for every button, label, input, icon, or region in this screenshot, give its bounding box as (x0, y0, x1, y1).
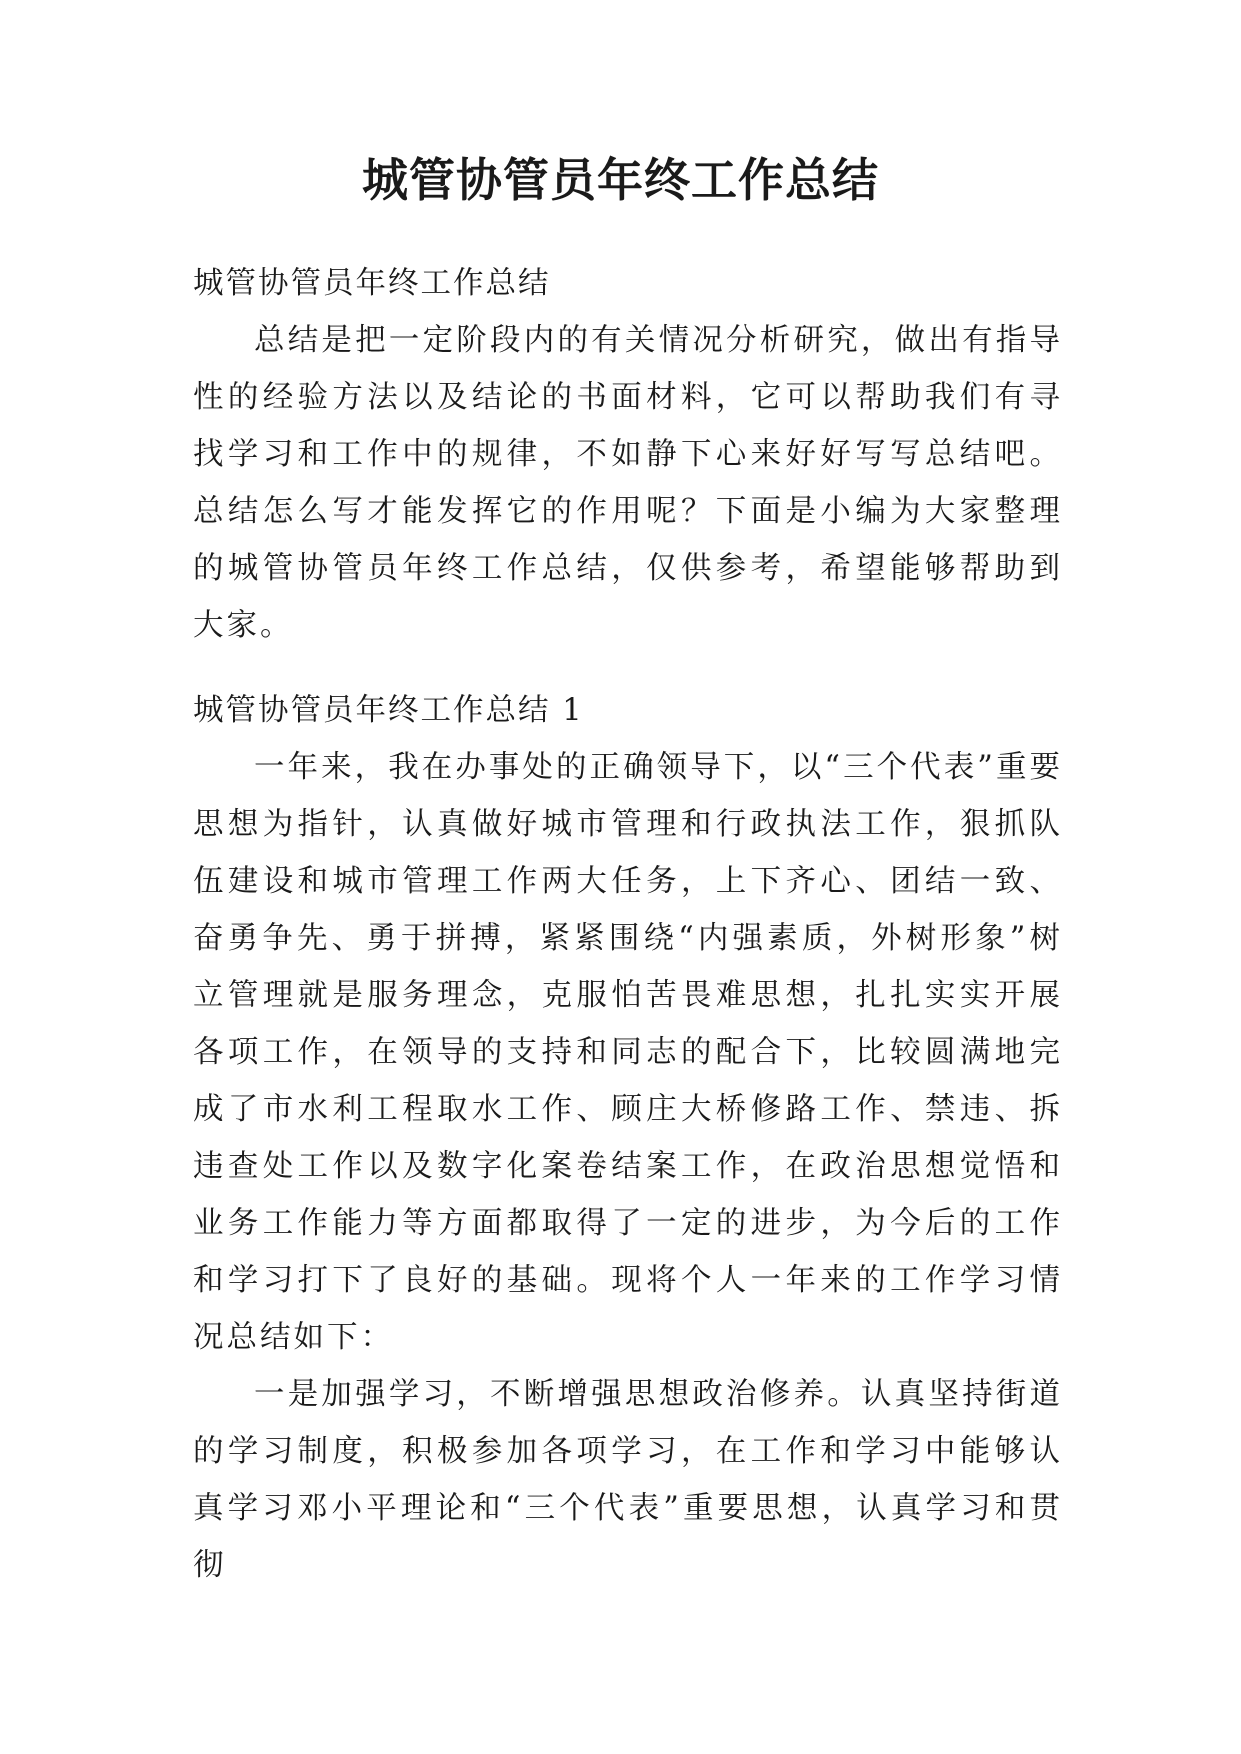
section-1-paragraph-2: 一是加强学习，不断增强思想政治修养。认真坚持街道的学习制度，积极参加各项学习，在工作和学习中能够认真学习邓小平理论和“三个代表”重要思想，认真学习和贯彻 (193, 1377, 1063, 1583)
intro-heading: 城管协管员年终工作总结 (193, 266, 551, 301)
section-1-paragraph-1: 一年来，我在办事处的正确领导下，以“三个代表”重要思想为指针，认真做好城市管理和行政执法工作，狠抓队伍建设和城市管理工作两大任务，上下齐心、团结一致、奋勇争先、勇于拼搏，紧紧围绕“内强素质，外树形象”树立管理就是服务理念，克服怕苦畏难思想，扎扎实实开展各项工作，在领导的支持和同志的配合下，比较圆满地完成了市水利工程取水工作、顾庄大桥修路工作、禁违、拆违查处工作以及数字化案卷结案工作，在政治思想觉悟和业务工作能力等方面都取得了一定的进步，为今后的工作和学习打下了良好的基础。现将个人一年来的工作学习情况总结如下： (193, 750, 1063, 1355)
section-1 (193, 682, 1063, 1594)
section-1-heading: 城管协管员年终工作总结 1 (193, 693, 584, 728)
intro-section (193, 255, 1063, 654)
intro-paragraph: 总结是把一定阶段内的有关情况分析研究，做出有指导性的经验方法以及结论的书面材料，它可以帮助我们有寻找学习和工作中的规律，不如静下心来好好写写总结吧。总结怎么写才能发挥它的作用呢？下面是小编为大家整理的城管协管员年终工作总结，仅供参考，希望能够帮助到大家。 (193, 323, 1063, 643)
document-title: 城管协管员年终工作总结 (362, 153, 879, 207)
